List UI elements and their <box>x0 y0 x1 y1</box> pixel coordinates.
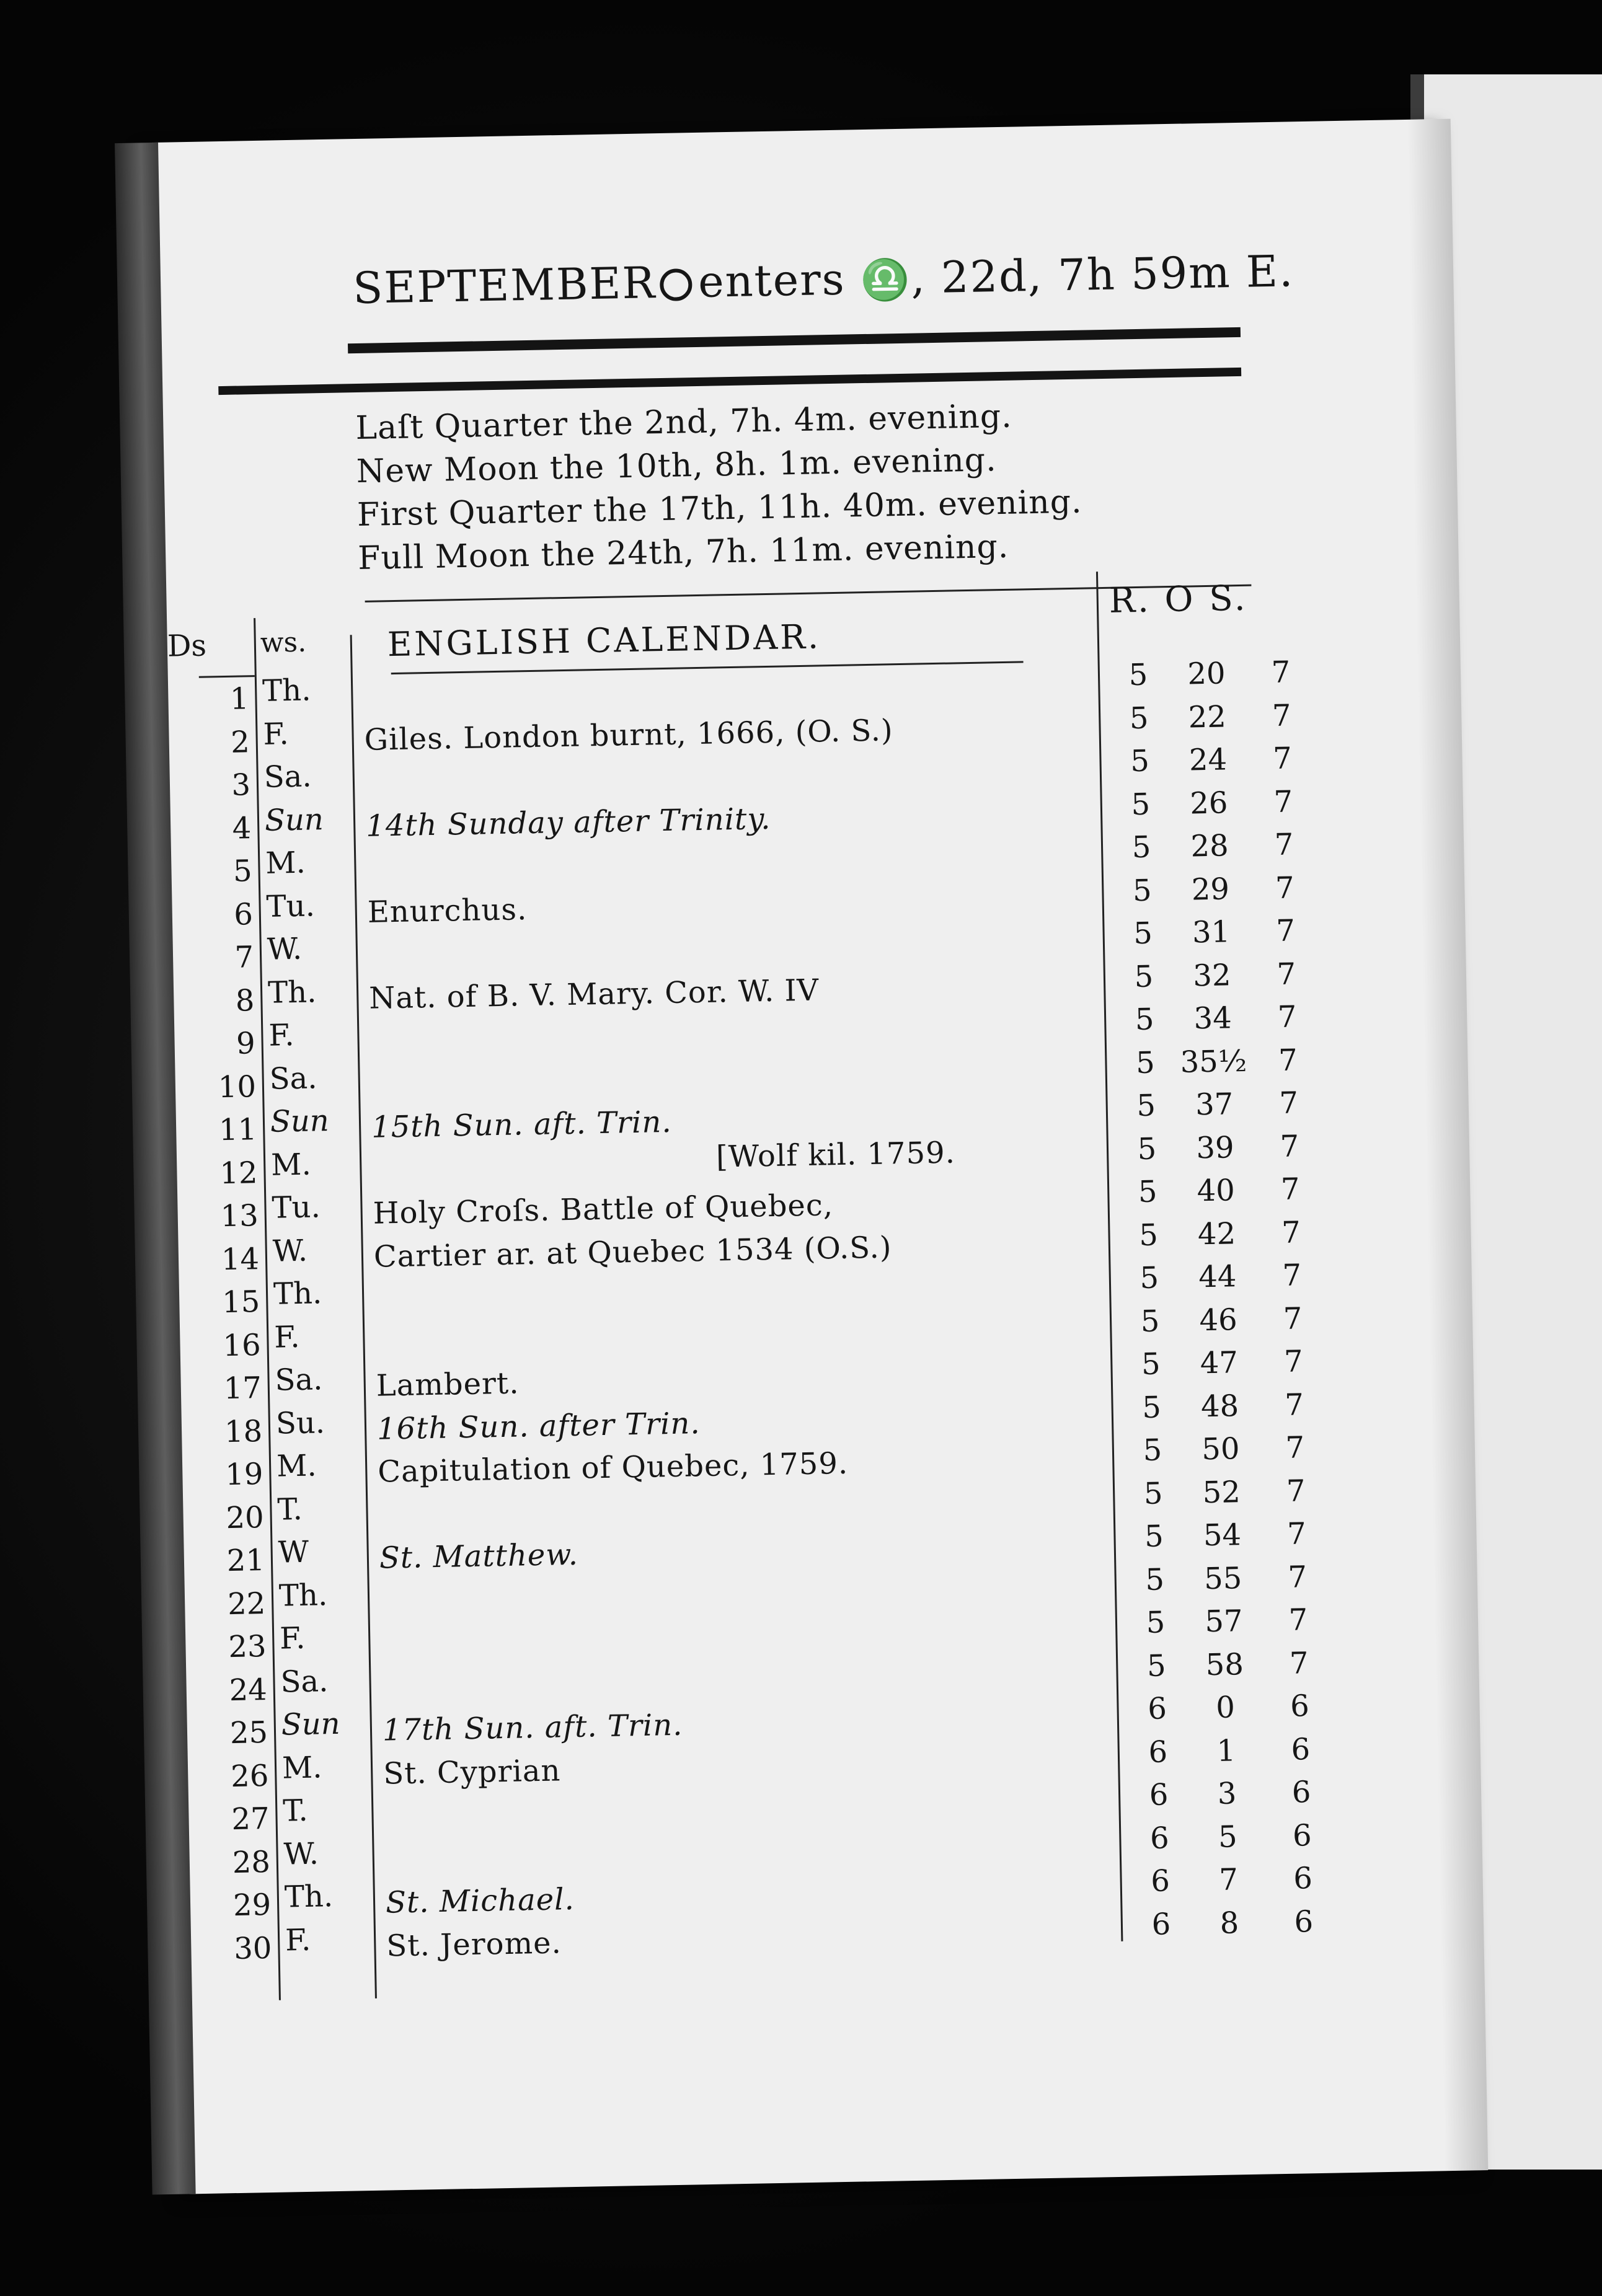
sunrise-minute: 40 <box>1197 1173 1236 1209</box>
calendar-event: Lambert. <box>376 1366 520 1403</box>
sunset-hour: 6 <box>1290 1689 1310 1724</box>
sunrise-hour: 6 <box>1147 1691 1167 1726</box>
sunrise-minute: 32 <box>1192 957 1231 993</box>
sunset-hour: 7 <box>1272 697 1292 733</box>
day-number: 6 <box>233 896 254 932</box>
sunrise-hour: 5 <box>1135 1002 1154 1038</box>
sunrise-minute: 46 <box>1199 1302 1238 1338</box>
sunrise-minute: 29 <box>1191 871 1230 907</box>
weekday: Tu. <box>266 888 316 924</box>
day-number: 27 <box>231 1801 270 1837</box>
sunrise-minute: 3 <box>1217 1776 1237 1811</box>
weekday: T. <box>277 1491 303 1527</box>
weekday: W. <box>283 1836 319 1872</box>
weekday: W <box>278 1534 309 1570</box>
sunrise-minute: 5 <box>1218 1819 1238 1855</box>
day-number: 7 <box>234 940 254 975</box>
weekday: Sa. <box>263 759 312 795</box>
sunrise-minute: 39 <box>1195 1129 1235 1165</box>
weekday: Th. <box>267 974 317 1010</box>
day-number: 15 <box>221 1284 260 1320</box>
weekday: M. <box>270 1147 312 1183</box>
day-number: 21 <box>226 1543 265 1579</box>
day-number: 23 <box>228 1629 267 1665</box>
sunrise-minute: 47 <box>1200 1345 1239 1381</box>
sunrise-hour: 5 <box>1128 657 1148 693</box>
weekday: M. <box>265 845 306 881</box>
sunrise-minute: 50 <box>1201 1431 1240 1467</box>
sunset-hour: 7 <box>1283 1300 1303 1336</box>
sunset-hour: 7 <box>1286 1473 1306 1509</box>
sunrise-hour: 5 <box>1141 1390 1162 1425</box>
sunrise-hour: 5 <box>1144 1519 1164 1555</box>
sunset-hour: 7 <box>1277 999 1297 1035</box>
moon-phase-line: New Moon the 10th, 8h. 1m. evening. <box>356 441 998 491</box>
sun-icon <box>660 268 693 301</box>
sunset-hour: 7 <box>1275 913 1296 948</box>
weekday: Tu. <box>272 1190 321 1225</box>
day-number: 19 <box>224 1457 263 1493</box>
sunrise-hour: 6 <box>1150 1863 1171 1899</box>
sunrise-minute: 20 <box>1187 656 1226 692</box>
page-title <box>353 245 1294 314</box>
sunset-hour: 6 <box>1293 1861 1313 1896</box>
sunrise-minute: 1 <box>1216 1733 1236 1768</box>
sunrise-hour: 5 <box>1131 787 1151 822</box>
title-rule <box>348 327 1241 353</box>
entry-time: , 22d, 7h 59m E. <box>910 245 1294 304</box>
sunset-hour: 7 <box>1286 1516 1307 1552</box>
sunrise-minute: 8 <box>1219 1905 1239 1941</box>
day-number: 4 <box>232 810 252 846</box>
calendar-event: 15th Sun. aft. Trin. <box>371 1104 673 1145</box>
day-number: 25 <box>229 1715 268 1751</box>
sunset-hour: 7 <box>1272 741 1293 777</box>
day-number: 3 <box>231 767 251 803</box>
weekday: W. <box>272 1233 308 1269</box>
sunrise-minute: 55 <box>1203 1560 1242 1596</box>
sunrise-minute: 44 <box>1198 1259 1237 1295</box>
day-number: 16 <box>222 1327 262 1363</box>
day-number: 10 <box>218 1069 257 1105</box>
sunset-hour: 7 <box>1284 1387 1304 1423</box>
sunset-hour: 7 <box>1281 1214 1301 1250</box>
day-number: 22 <box>227 1586 266 1622</box>
calendar-event: Cartier ar. at Quebec 1534 (O.S.) <box>373 1229 892 1274</box>
weekday: F. <box>285 1922 311 1958</box>
day-number: 12 <box>219 1155 258 1191</box>
sunset-hour: 6 <box>1291 1731 1311 1767</box>
sunrise-hour: 5 <box>1129 700 1149 736</box>
weekday: F. <box>263 716 290 752</box>
calendar-event: St. Michael. <box>385 1881 575 1920</box>
weekday: M. <box>281 1749 322 1786</box>
calendar-event: [Wolf kil. 1759. <box>715 1135 956 1175</box>
calendar-event: Capitulation of Quebec, 1759. <box>377 1446 849 1490</box>
calendar-event: Holy Croſs. Battle of Quebec, <box>373 1188 834 1231</box>
sunrise-minute: 22 <box>1188 699 1227 735</box>
sunrise-minute: 34 <box>1193 1000 1232 1036</box>
sunset-hour: 7 <box>1278 1042 1298 1078</box>
weekday: W. <box>267 931 303 967</box>
sunset-hour: 6 <box>1294 1904 1314 1940</box>
sunrise-hour: 6 <box>1149 1777 1169 1813</box>
sunrise-hour: 5 <box>1144 1561 1165 1597</box>
sunrise-hour: 5 <box>1141 1346 1161 1382</box>
sunrise-minute: 48 <box>1200 1388 1239 1424</box>
sunrise-hour: 6 <box>1148 1734 1168 1770</box>
sunrise-minute: 58 <box>1205 1646 1244 1682</box>
sunrise-hour: 5 <box>1132 873 1153 908</box>
day-number: 20 <box>226 1499 265 1535</box>
moon-phases <box>355 394 1084 580</box>
sunset-hour: 7 <box>1287 1559 1308 1595</box>
sunset-hour: 7 <box>1273 784 1293 819</box>
sunrise-hour: 5 <box>1135 1045 1156 1080</box>
days-column-header: Ds <box>167 628 207 664</box>
sunrise-hour: 5 <box>1137 1131 1157 1167</box>
weekday: Sun <box>264 801 324 838</box>
weekday: Sun <box>281 1706 341 1742</box>
sunrise-hour: 5 <box>1146 1648 1167 1684</box>
weekday: F. <box>279 1620 306 1656</box>
calendar-event: Enurchus. <box>367 891 528 930</box>
sunset-hour: 6 <box>1292 1817 1312 1853</box>
day-number: 28 <box>232 1844 271 1880</box>
moon-phase-line: Full Moon the 24th, 7h. 11m. evening. <box>357 528 1009 578</box>
sunset-hour: 7 <box>1278 1085 1299 1121</box>
weekday: Sa. <box>280 1663 329 1700</box>
sunset-hour: 7 <box>1275 870 1295 906</box>
sunrise-minute: 7 <box>1218 1862 1239 1897</box>
sunrise-minute: 0 <box>1215 1690 1236 1725</box>
sunrise-hour: 5 <box>1140 1304 1160 1339</box>
weekday: T. <box>282 1793 309 1829</box>
day-number: 9 <box>236 1026 256 1061</box>
sunrise-hour: 5 <box>1133 916 1153 952</box>
sunrise-hour: 5 <box>1140 1260 1159 1296</box>
sunrise-minute: 31 <box>1192 914 1231 950</box>
weekday: Sa. <box>275 1362 323 1398</box>
libra-icon: ♎ <box>860 257 912 304</box>
sunset-hour: 7 <box>1274 827 1294 863</box>
moon-phase-line: First Quarter the 17th, 11h. 40m. evening. <box>356 483 1083 534</box>
sunrise-minute: 28 <box>1190 828 1229 864</box>
sunrise-minute: 24 <box>1188 742 1228 778</box>
enters-text: enters <box>697 254 846 307</box>
sunrise-column-header: R. O S. <box>1109 578 1249 621</box>
day-number: 14 <box>221 1241 260 1277</box>
sunrise-minute: 54 <box>1203 1517 1242 1553</box>
calendar-event: Giles. London burnt, 1666, (O. S.) <box>364 712 894 757</box>
sunrise-minute: 37 <box>1195 1087 1234 1123</box>
calendar-event: 17th Sun. aft. Trin. <box>382 1707 683 1748</box>
weekday: Sa. <box>269 1060 317 1097</box>
weekday: F. <box>268 1018 295 1053</box>
calendar-event: St. Matthew. <box>379 1537 579 1576</box>
moon-phase-line: Laſt Quarter the 2nd, 7h. 4m. evening. <box>355 397 1013 448</box>
sunrise-hour: 5 <box>1134 959 1154 994</box>
sunset-hour: 7 <box>1289 1645 1309 1681</box>
weekdays-column-header: ws. <box>260 626 307 659</box>
day-number: 13 <box>220 1198 259 1234</box>
calendar-event: Nat. of B. V. Mary. Cor. W. IV <box>368 973 820 1016</box>
sunrise-hour: 5 <box>1143 1475 1163 1511</box>
sunrise-hour: 5 <box>1130 743 1150 779</box>
calendar-event: 16th Sun. after Trin. <box>376 1405 701 1447</box>
title-rule-lower <box>218 368 1241 395</box>
sunset-hour: 7 <box>1288 1602 1308 1638</box>
sunset-hour: 7 <box>1271 655 1291 691</box>
sunrise-hour: 5 <box>1136 1088 1156 1124</box>
sunrise-hour: 5 <box>1131 829 1151 865</box>
day-number: 8 <box>235 982 255 1018</box>
weekday: Th. <box>278 1577 328 1614</box>
weekday: F. <box>273 1319 300 1355</box>
almanac-page <box>152 119 1488 2194</box>
sunrise-minute: 52 <box>1202 1474 1241 1510</box>
day-number: 24 <box>229 1672 268 1708</box>
weekday: Sun <box>270 1103 330 1139</box>
weekday: Th. <box>273 1276 322 1312</box>
day-number: 29 <box>232 1887 272 1923</box>
calendar-event: St. Jerome. <box>386 1925 562 1964</box>
sunset-hour: 7 <box>1283 1344 1304 1379</box>
day-number: 11 <box>218 1112 257 1148</box>
sunset-hour: 7 <box>1280 1128 1299 1164</box>
sunset-hour: 6 <box>1291 1775 1311 1810</box>
day-number: 17 <box>223 1371 262 1406</box>
sunrise-hour: 6 <box>1149 1820 1170 1856</box>
day-number: 5 <box>232 854 253 889</box>
sunrise-minute: 26 <box>1189 785 1228 821</box>
calendar-event: 14th Sunday after Trinity. <box>365 801 771 844</box>
weekday: Su. <box>275 1405 325 1441</box>
weekday: Th. <box>284 1879 334 1915</box>
sunrise-hour: 5 <box>1138 1174 1158 1210</box>
sunrise-minute: 35½ <box>1180 1043 1247 1080</box>
calendar-column-header: ENGLISH CALENDAR. <box>387 617 821 665</box>
weekday: M. <box>276 1448 317 1484</box>
calendar-table <box>162 651 1484 1967</box>
day-number: 30 <box>233 1930 272 1966</box>
day-number: 1 <box>229 681 249 717</box>
day-number: 26 <box>230 1758 269 1794</box>
sunrise-minute: 42 <box>1197 1216 1236 1252</box>
sunrise-hour: 6 <box>1151 1906 1171 1942</box>
weekday: Th. <box>262 673 311 709</box>
sunset-hour: 7 <box>1285 1430 1305 1465</box>
sunrise-hour: 5 <box>1146 1605 1166 1641</box>
day-number: 2 <box>230 724 250 760</box>
sunrise-hour: 5 <box>1143 1433 1162 1468</box>
day-number: 18 <box>224 1413 263 1449</box>
sunrise-hour: 5 <box>1138 1217 1159 1253</box>
sunset-hour: 7 <box>1280 1172 1301 1207</box>
sunrise-minute: 57 <box>1204 1604 1244 1640</box>
sunset-hour: 7 <box>1282 1258 1302 1293</box>
sunset-hour: 7 <box>1277 956 1296 992</box>
calendar-event: St. Cyprian <box>383 1752 561 1791</box>
month-name: SEPTEMBER <box>352 257 657 314</box>
